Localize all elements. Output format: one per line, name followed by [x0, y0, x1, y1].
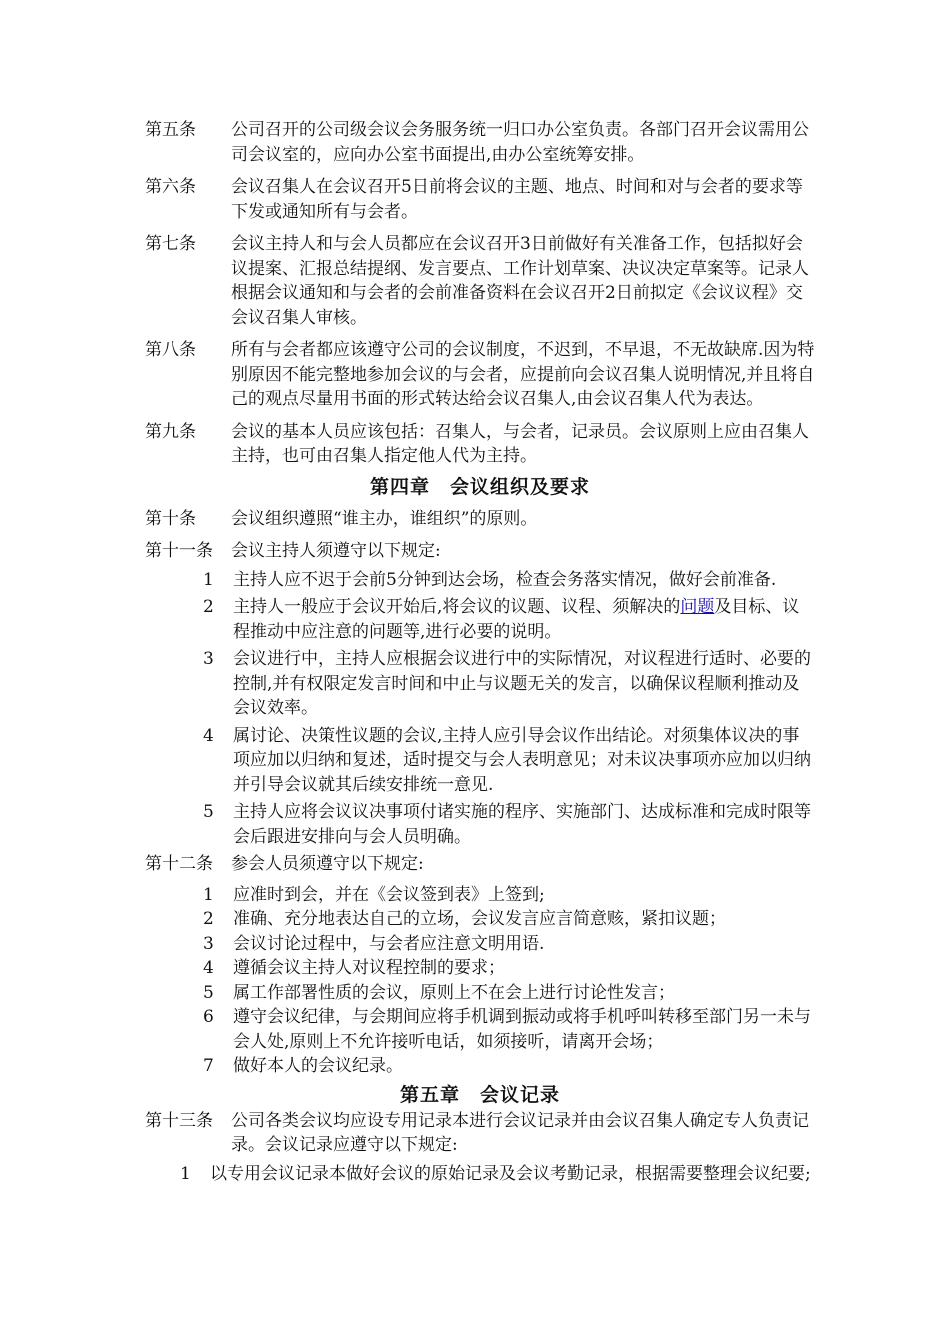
list-number: 3	[203, 649, 214, 669]
article-5	[145, 118, 815, 167]
list-item	[145, 981, 815, 1006]
list-text: 准确、充分地表达自己的立场，会议发言应言简意赅，紧扣议题；	[233, 909, 726, 929]
chapter-4-heading: 第四章 会议组织及要求	[369, 475, 590, 498]
article-label: 第五条	[145, 120, 196, 140]
list-item	[145, 883, 815, 908]
article-text: 会议组织遵照“谁主办，谁组织”的原则。	[231, 508, 538, 529]
list-item	[145, 800, 815, 849]
list-number: 3	[203, 933, 214, 954]
list-text: 做好本人的会议纪录。	[233, 1056, 403, 1076]
article-text: 会议召集人在会议召开5日前将会议的主题、地点、时间和对与会者的要求等下发或通知所有与会者。	[231, 177, 803, 222]
article-text: 会议主持人和与会人员都应在会议召开3日前做好有关准备工作，包括拟好会议提案、汇报总结提纲、发言要点、工作计划草案、决议决定草案等。记录人根据会议通知和与会者的会前准备资料在会议召开2日前拟定《会议议程》交会议召集人审核。	[231, 234, 809, 328]
list-item	[145, 724, 815, 798]
list-text: 会议讨论过程中，与会者应注意文明用语.	[233, 933, 545, 954]
list-text	[233, 595, 815, 644]
list-text-before: 主持人一般应于会议开始后,将会议的议题、议程、须解决的	[233, 597, 681, 617]
article-label: 第九条	[145, 421, 196, 442]
list-number: 1	[203, 884, 214, 905]
article-text: 会议的基本人员应该包括：召集人，与会者，记录员。会议原则上应由召集人主持，也可由召集人指定他人代为主持。	[231, 421, 809, 466]
article-12-list	[145, 883, 815, 1079]
list-text: 应准时到会，并在《会议签到表》上签到;	[233, 884, 545, 905]
article-11-list	[145, 568, 815, 850]
article-text: 参会人员须遵守以下规定:	[231, 854, 424, 874]
article-12	[145, 852, 815, 877]
article-8	[145, 338, 815, 412]
list-text-after: 及目标、议程推动中应注意的问题等,进行必要的说明。	[233, 597, 800, 642]
list-text: 主持人应不迟于会前5分钟到达会场，检查会务落实情况，做好会前准备.	[233, 569, 777, 590]
list-number: 5	[203, 982, 214, 1003]
article-10	[145, 507, 815, 532]
list-number: 2	[203, 597, 214, 617]
list-item	[145, 1005, 815, 1054]
document-page	[145, 118, 815, 1189]
article-text: 公司召开的公司级会议会务服务统一归口办公室负责。各部门召开会议需用公司会议室的，应向办公室书面提出,由办公室统筹安排。	[231, 120, 809, 165]
article-label: 第八条	[145, 340, 196, 360]
article-label: 第六条	[145, 177, 196, 197]
list-number: 5	[203, 802, 214, 822]
list-number: 6	[203, 1007, 214, 1027]
list-text: 遵守会议纪律，与会期间应将手机调到振动或将手机呼叫转移至部门另一未与会人处,原则上不允许接听电话，如须接听，请离开会场；	[233, 1007, 811, 1052]
list-item	[145, 1162, 815, 1187]
article-text: 所有与会者都应该遵守公司的会议制度，不迟到，不早退，不无故缺席.因为特别原因不能完整地参加会议的与会者，应提前向会议召集人说明情况,并且将自己的观点尽量用书面的形式转达给会议召集人,由会议召集人代为表达。	[231, 340, 815, 409]
article-6	[145, 175, 815, 224]
article-13	[145, 1109, 815, 1158]
article-label: 第十一条	[145, 541, 213, 561]
article-label: 第七条	[145, 234, 196, 254]
list-item	[145, 647, 815, 721]
list-number: 7	[203, 1056, 214, 1076]
article-7	[145, 232, 815, 330]
list-number: 4	[203, 958, 214, 978]
article-13-list	[145, 1162, 815, 1187]
list-text: 属讨论、决策性议题的会议,主持人应引导会议作出结论。对须集体议决的事项应加以归纳和复述，适时提交与会人表明意见；对未议决事项亦应加以归纳并引导会议就其后续安排统一意见.	[233, 725, 811, 795]
article-11	[145, 539, 815, 564]
list-item	[145, 568, 815, 593]
list-item	[145, 932, 815, 957]
list-item	[145, 907, 815, 932]
list-item	[145, 1054, 815, 1079]
article-label: 第十条	[145, 508, 196, 529]
chapter-5-heading: 第五章 会议记录	[399, 1083, 560, 1106]
list-number: 2	[203, 909, 214, 929]
list-number: 1	[203, 569, 214, 590]
article-9	[145, 420, 815, 469]
list-number: 4	[203, 725, 214, 746]
article-label: 第十二条	[145, 854, 213, 874]
list-number: 1	[180, 1163, 191, 1184]
list-text: 会议进行中，主持人应根据会议进行中的实际情况，对议程进行适时、必要的控制,并有权限定发言时间和中止与议题无关的发言，以确保议程顺利推动及会议效率。	[233, 649, 811, 718]
list-item	[145, 595, 815, 644]
list-text: 以专用会议记录本做好会议的原始记录及会议考勤记录，根据需要整理会议纪要;	[210, 1163, 811, 1184]
list-item	[145, 956, 815, 981]
article-label: 第十三条	[145, 1110, 213, 1131]
article-text: 公司各类会议均应设专用记录本进行会议记录并由会议召集人确定专人负责记录。会议记录应遵守以下规定:	[231, 1110, 809, 1155]
list-text: 主持人应将会议议决事项付诸实施的程序、实施部门、达成标准和完成时限等会后跟进安排向与会人员明确。	[233, 802, 811, 847]
list-text: 遵循会议主持人对议程控制的要求；	[233, 958, 505, 978]
problem-link[interactable]: 问题	[680, 597, 715, 617]
article-text: 会议主持人须遵守以下规定:	[231, 541, 441, 561]
list-text: 属工作部署性质的会议，原则上不在会上进行讨论性发言；	[233, 982, 675, 1003]
